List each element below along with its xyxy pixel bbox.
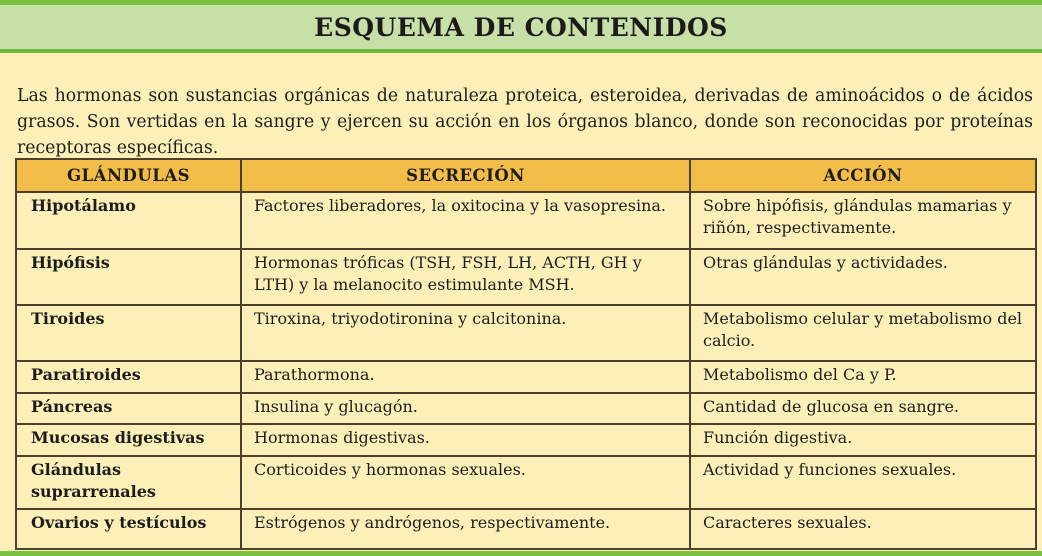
action-cell: Caracteres sexuales. (690, 509, 1036, 549)
header-secrecion: SECRECIÓN (241, 159, 690, 192)
table-row (16, 424, 1036, 456)
action-cell: Sobre hipófisis, glándulas mamarias y riñón, respectivamente. (690, 192, 1036, 249)
bottom-edge-stripe (0, 551, 1042, 556)
table-header-row (16, 159, 1036, 192)
gland-cell: Mucosas digestivas (16, 424, 241, 456)
header-accion: ACCIÓN (690, 159, 1036, 192)
page-title: ESQUEMA DE CONTENIDOS (314, 12, 728, 42)
secretion-cell: Corticoides y hormonas sexuales. (241, 456, 690, 509)
header-glandulas: GLÁNDULAS (16, 159, 241, 192)
intro-paragraph: Las hormonas son sustancias orgánicas de naturaleza proteica, esteroidea, derivadas de aminoácidos o de ácidos grasos. Son vertidas en la sangre y ejercen su acción en los órganos blanco, donde son reconocidas por proteínas receptoras específicas. (17, 86, 1033, 159)
secretion-cell: Tiroxina, triyodotironina y calcitonina. (241, 305, 690, 361)
action-cell: Metabolismo del Ca y P. (690, 361, 1036, 393)
table-row (16, 456, 1036, 509)
secretion-cell: Hormonas tróficas (TSH, FSH, LH, ACTH, GH y LTH) y la melanocito estimulante MSH. (241, 249, 690, 305)
glands-table (15, 158, 1037, 550)
action-cell: Otras glándulas y actividades. (690, 249, 1036, 305)
header-band (0, 5, 1042, 53)
action-cell: Actividad y funciones sexuales. (690, 456, 1036, 509)
action-cell: Cantidad de glucosa en sangre. (690, 393, 1036, 424)
gland-cell: Hipófisis (16, 249, 241, 305)
gland-cell: Glándulas suprarrenales (16, 456, 241, 509)
table-row (16, 192, 1036, 249)
secretion-cell: Insulina y glucagón. (241, 393, 690, 424)
secretion-cell: Factores liberadores, la oxitocina y la vasopresina. (241, 192, 690, 249)
table-row (16, 305, 1036, 361)
secretion-cell: Parathormona. (241, 361, 690, 393)
table-row (16, 393, 1036, 424)
table-row (16, 361, 1036, 393)
gland-cell: Paratiroides (16, 361, 241, 393)
gland-cell: Páncreas (16, 393, 241, 424)
secretion-cell: Hormonas digestivas. (241, 424, 690, 456)
table-row (16, 249, 1036, 305)
gland-cell: Ovarios y testículos (16, 509, 241, 549)
table-row (16, 509, 1036, 549)
gland-cell: Tiroides (16, 305, 241, 361)
secretion-cell: Estrógenos y andrógenos, respectivamente. (241, 509, 690, 549)
action-cell: Función digestiva. (690, 424, 1036, 456)
action-cell: Metabolismo celular y metabolismo del calcio. (690, 305, 1036, 361)
gland-cell: Hipotálamo (16, 192, 241, 249)
